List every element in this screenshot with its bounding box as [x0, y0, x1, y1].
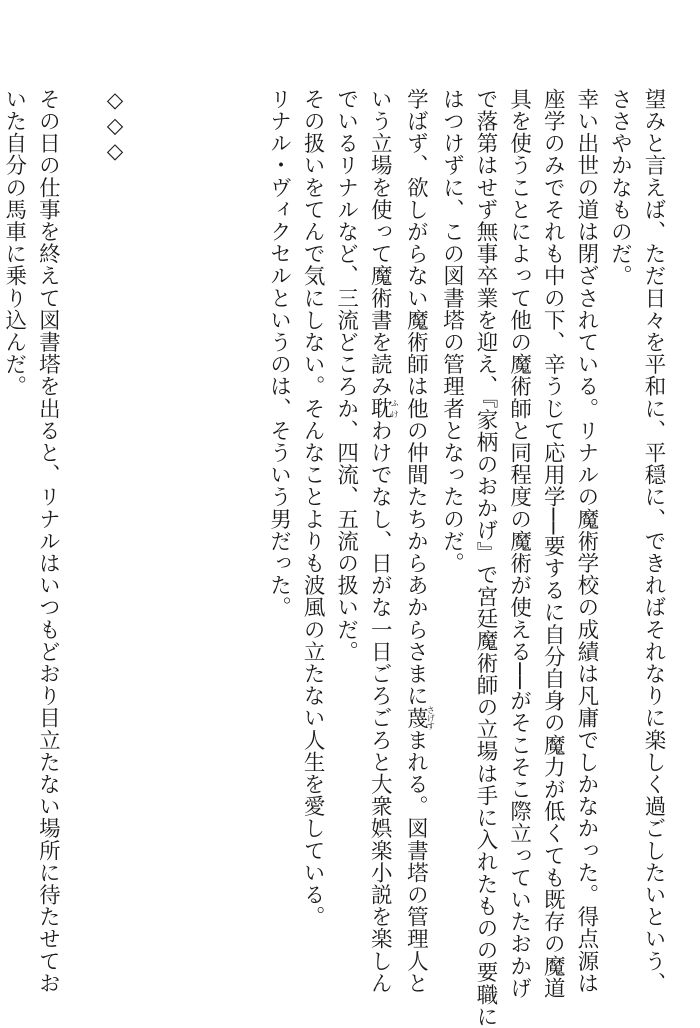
- text-line-8-head: 学ばず、欲しがらない魔術師は他の仲間たちからあからさまに: [403, 88, 429, 707]
- text-line-9-tail: わけでなし、日がな一日ごろごろと大衆娯楽小説を楽しん: [367, 419, 393, 995]
- text-line-3: 幸い出世の道は閉ざされている。リナルの魔術学校の成績は凡庸でしかなかった。得点源は: [573, 88, 599, 995]
- text-line-2: ささやかなものだ。: [607, 88, 633, 287]
- blank-line-2: [64, 88, 98, 978]
- text-line-10: でいるリナルなど、三流どころか、四流、五流の扱いだ。: [333, 88, 359, 663]
- text-line-6: で落第はせず無事卒業を迎え、『家柄のおかげ』で宮廷魔術師の立場は手に入れたものの要職に: [473, 88, 499, 1028]
- text-line-9: [363, 88, 400, 995]
- ruby-sagesu: [403, 705, 436, 730]
- section-separator: ◇◇◇: [102, 88, 128, 165]
- ruby-fuke-reading: ふけ: [390, 397, 400, 420]
- ruby-fuke: [367, 397, 400, 420]
- ruby-sagesu-base: 蔑: [403, 705, 429, 730]
- text-line-14: いた自分の馬車に乗り込んだ。: [1, 88, 27, 398]
- text-line-8-tail: まれる。図書塔の管理人と: [403, 728, 429, 995]
- text-line-1: 望みと言えば、ただ日々を平和に、平穏に、できればそれなりに楽しく過ごしたいという、: [641, 88, 666, 995]
- text-line-4: 座学のみでそれも中の下、辛うじて応用学──要するに自分自身の魔力が低くても既存の魔道: [540, 88, 566, 1000]
- text-line-9-head: いう立場を使って魔術書を読み: [367, 88, 393, 398]
- text-line-11: その扱いをてんで気にしない。そんなことよりも波風の立たない人生を愛している。: [300, 88, 326, 928]
- text-line-7: はつけずに、この図書塔の管理者となったのだ。: [439, 88, 465, 575]
- ruby-fuke-base: 耽: [367, 397, 393, 420]
- ruby-sagesu-reading: さげす: [426, 705, 436, 730]
- vertical-text-body: [0, 88, 670, 1028]
- text-line-13: その日の仕事を終えて図書塔を出ると、リナルはいつもどおり目立たない場所に待たせてお: [35, 88, 61, 995]
- text-line-12: リナル・ヴィクセルというのは、そういう男だった。: [266, 88, 292, 619]
- text-line-5: 具を使うことによって他の魔術師と同程度の魔術が使える──がそこそこ際立っていたおかげ: [506, 88, 532, 1000]
- blank-line: [228, 88, 262, 978]
- text-line-8: [399, 88, 436, 995]
